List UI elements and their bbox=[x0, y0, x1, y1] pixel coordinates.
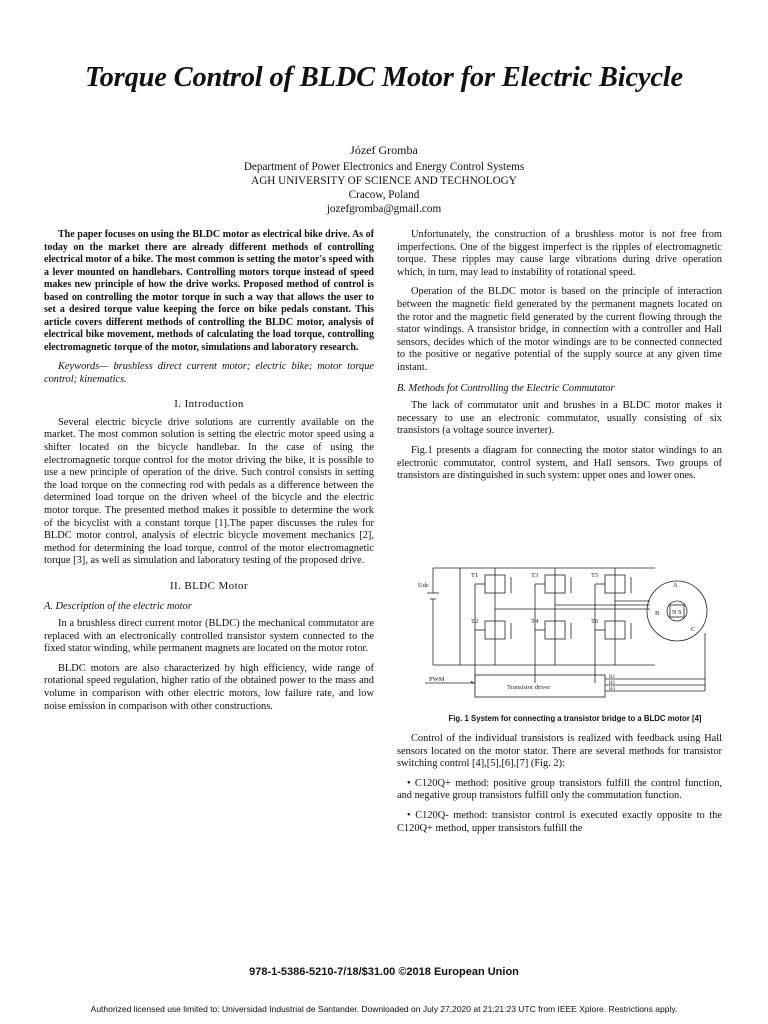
transistor-bridge-diagram bbox=[415, 553, 725, 708]
methods-paragraph-2: Fig.1 presents a diagram for connecting the motor stator windings to an electronic commutator, control system, and Hall sensors. Two groups of transistors are distinguished in such system: upper ones and lower ones. bbox=[397, 444, 722, 482]
subsection-methods-heading: B. Methods fot Controlling the Electric Commutator bbox=[397, 382, 615, 394]
description-paragraph-1: In a brushless direct current motor (BLDC) the mechanical commutator are replaced with an electronically controlled transistor system connected to the fixed stator winding, while permanent magnets are located on the motor rotor. bbox=[44, 618, 374, 655]
right-paragraph-2: Operation of the BLDC motor is based on the principle of interaction between the magnetic field generated by the permanent magnets located on the rotor and the magnetic field generated by the current flowing through the stator windings. A transistor bridge, in connection with a controller and Hall sensors, decides which of the motor windings are to be connected connected to the positive or negative potential of the supply source at any given time instant. bbox=[397, 286, 722, 373]
right-column bbox=[397, 229, 722, 490]
label-h1: H1 bbox=[609, 675, 616, 680]
label-pole-s: S bbox=[678, 609, 682, 616]
methods-paragraph-1: The lack of commutator unit and brushes in a BLDC motor makes it necessary to use an electronic commutator, usually consisting of six transistors (a voltage source inverter). bbox=[397, 400, 722, 437]
keywords: Keywords— brushless direct current motor; electric bike; motor torque control; kinematics. bbox=[44, 361, 374, 385]
label-h3: H3 bbox=[609, 687, 616, 692]
label-t2: T2 bbox=[471, 618, 479, 625]
introduction-text: Several electric bicycle drive solutions are currently available on the market. The most common solution is setting the electric motor speed using a shifter located on the bicycle handlebar. In the case of using the electromagnetic torque control for the motor driving the bike, it is possible to use a new principle of operation of the drive. Such control consists in setting the load torque on the connecting rod with pedals as a difference between the determined load torque on the driven wheel of the bicycle and the electric motor torque. The presented method makes it possible to determine the work of the bicyclist with a constant torque [1].The paper discusses the rules for BLDC motor control, analysis of electric bicycle movement mechanics [2], method for determining the load torque, control of the motor electromagnetic torque [3], as well as simulation and laboratory testing of the proposed drive. bbox=[44, 416, 374, 567]
affiliation-location: Cracow, Poland bbox=[348, 189, 420, 201]
bullet-c120q-minus: • C120Q- method: transistor control is executed exactly opposite to the C120Q+ method, upper transistors fulfill the bbox=[397, 809, 722, 834]
label-t6: T6 bbox=[591, 618, 599, 625]
abstract: The paper focuses on using the BLDC motor as electrical bike drive. As of today on the market there are already different methods of controlling electrical motor of a bike. The most common is setting the motor's speed with a lever mounted on handlebars. Controlling motors torque instead of speed makes new principle of how the drive works. Proposed method of control is based on controlling the motor torque in such a way that allows the user to set a desired torque value keeping the force on bike pedals constant. This article covers different methods of controlling the BLDC motor, analysis of electrical bike movement, methods of calculating the load torque, controlling electromagnetic torque of the motor, simulations and laboratory research. bbox=[44, 229, 374, 353]
section-introduction-heading: I. Introduction bbox=[174, 398, 244, 411]
label-phase-c: C bbox=[691, 626, 696, 633]
label-t3: T3 bbox=[531, 572, 539, 579]
affiliation-email: jozefgromba@gmail.com bbox=[326, 203, 442, 215]
affiliation-department: Department of Power Electronics and Energy Control Systems bbox=[243, 161, 525, 173]
label-t4: T4 bbox=[531, 618, 539, 625]
label-t5: T5 bbox=[591, 572, 599, 579]
author-name: Józef Gromba bbox=[350, 143, 418, 157]
label-transistor-driver: Transistor driver bbox=[507, 684, 551, 691]
affiliation-university: AGH UNIVERSITY OF SCIENCE AND TECHNOLOGY bbox=[251, 175, 517, 187]
label-pwm: PWM bbox=[429, 676, 445, 683]
subsection-description-heading: A. Description of the electric motor bbox=[44, 600, 192, 612]
section-bldc-heading: II. BLDC Motor bbox=[169, 579, 248, 592]
description-paragraph-2: BLDC motors are also characterized by high efficiency, wide range of rotational speed regulation, higher ratio of the obtained power to the mass and volume in comparison with other electric motors, low failure rate, and low noise emission in comparison with other constructions. bbox=[44, 662, 374, 712]
license-notice: Authorized licensed use limited to: Universidad Industrial de Santander. Downloaded on July 27,2020 at 21:21:23 UTC from IEEE Xplore. Restrictions apply. bbox=[90, 1004, 678, 1014]
label-pole-n: N bbox=[672, 609, 677, 616]
bullet-c120q-plus: • C120Q+ method: positive group transistors fulfill the control function, and negative group transistors fulfill only the commutation function. bbox=[397, 777, 722, 802]
label-h2: H2 bbox=[609, 681, 616, 686]
after-figure-paragraph: Control of the individual transistors is realized with feedback using Hall sensors located on the motor stator. There are several methods for transistor switching control [4],[5],[6],[7] (Fig. 2): bbox=[397, 733, 722, 770]
label-phase-a: A bbox=[673, 582, 678, 589]
label-udc: Udc bbox=[418, 582, 429, 589]
right-paragraph-1: Unfortunately, the construction of a brushless motor is not free from imperfections. One of the biggest imperfect is the ripples of electromagnetic torque. These ripples may cause large vibrations during drive operation which, in turn, may lead to instability of rotational speed. bbox=[397, 229, 722, 278]
isbn-footer: 978-1-5386-5210-7/18/$31.00 ©2018 European Union bbox=[249, 966, 519, 978]
figure-caption: Fig. 1 System for connecting a transistor bridge to a BLDC motor [4] bbox=[448, 714, 702, 723]
left-column bbox=[44, 229, 374, 720]
right-column-bottom bbox=[397, 733, 722, 842]
label-t1: T1 bbox=[471, 572, 479, 579]
paper-title: Torque Control of BLDC Motor for Electric Bicycle bbox=[85, 62, 683, 93]
label-phase-b: B bbox=[655, 610, 660, 617]
